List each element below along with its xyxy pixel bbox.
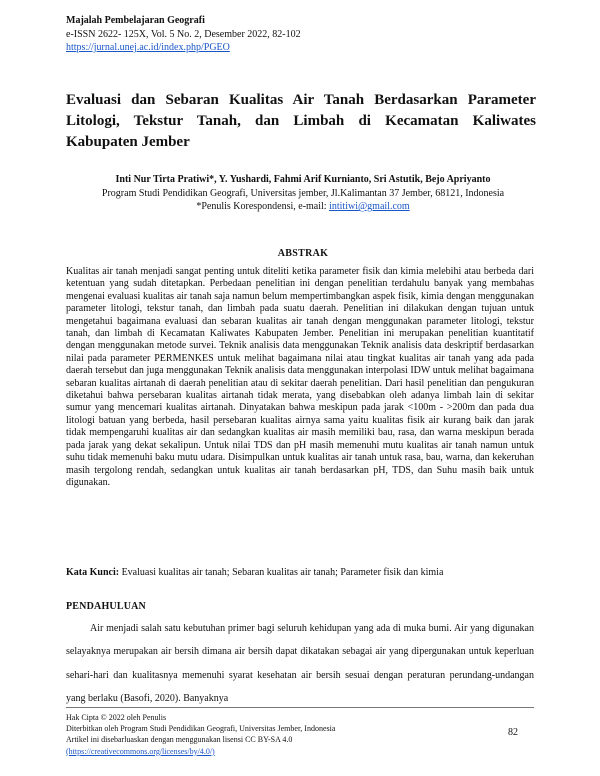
footer-license: Artikel ini disebarluaskan dengan menggunakan lisensi CC BY-SA 4.0 [66,735,293,745]
journal-url-link[interactable]: https://jurnal.unej.ac.id/index.php/PGEO [66,42,230,53]
keywords-label: Kata Kunci: [66,567,120,578]
author-block [60,173,546,214]
journal-name: Majalah Pembelajaran Geografi [66,15,205,26]
paper-title: Evaluasi dan Sebaran Kualitas Air Tanah Berdasarkan Parameter Litologi, Tekstur Tanah, dan Limbah di Kecamatan Kaliwates Kabupaten Jember [66,92,536,150]
footer-copyright: Hak Cipta © 2022 oleh Penulis [66,713,167,722]
abstract-text: Kualitas air tanah menjadi sangat penting untuk diteliti ketika parameter fisik dan kimia melebihi atau berbeda dari ketentuan yang sudah ditetapkan. Perbedaan penelitian ini dengan penelitian terdahulu banyak yang membahas mengenai evaluasi kualitas air tanah saja namun belum mempertimbangkan aspek fisik, kimia dengan menggunakan parameter litologi, tekstur tanah, dan limbah pada suatu daerah. Penelitian ini dilakukan dengan tujuan untuk mengetahui bagaimana evaluasi dan sebaran kualitas air tanah dengan menggunakan parameter litologi, tekstur tanah, dan limbah di Kecamatan Kaliwates Kabupaten Jember. Penelitian ini merupakan penelitian kuantitatif dengan menggunakan metode survei. Teknik analisis data menggunakan Teknik analisis data deskriptif berdasarkan nilai pada parameter PERMENKES untuk melihat bagaimana nilai atau tingkat kualitas air tanah yang ada pada daerah tersebut dan juga menggunakan Teknik analisis data menggunakan interpolasi IDW untuk melihat bagaimana sebaran kualitas airtanah di daerah penelitian atau di sekitar daerah penelitian. Dari hasil penelitian dan pengukuran diketahui bahwa persebaran kualitas airtanah tidak merata, yang disebabkan oleh adanya limbah lain di sekitar sumur yang mencemari kualitas airtanah. Dinyatakan bahwa meskipun pada jarak <100m - >200m dan pada dua litologi batuan yang berbeda, hasil persebaran kualitas airnya sama yaitu kualitas fisik air kurang baik dan jarak tidak mempengaruhi kualitas air dan sedangkan kualitas air masih memiliki bau, rasa, dan warna meskipun berada pada jarak yang dekat sekalipun. Untuk nilai TDS dan pH masih memenuhi mutu kualitas air tanah namun untuk suhu tidak memenuhi baku mutu udara. Disimpulkan untuk kualitas air tanah untuk rasa, bau, warna, dan kekeruhan masih tergolong rendah, sedangkan untuk kualitas air tanah berdasarkan pH, TDS, dan Suhu masih baik untuk digunakan. [66,266,534,488]
license-url-link[interactable]: (https://creativecommons.org/licenses/by/4.0/) [66,746,215,756]
correspondence-line [60,200,546,214]
introduction-paragraph: Air menjadi salah satu kebutuhan primer bagi seluruh kehidupan yang ada di muka bumi. Air yang digunakan selayaknya merupakan air bersih dimana air bersih dapat dikatakan sebagai air yang dipergunakan untuk keperluan sehari-hari dan kualitasnya memenuhi syarat kesehatan air bersih sesuai dengan peraturan perundang-undangan yang berlaku (Basofi, 2020). Banyaknya [66,623,534,704]
email-link[interactable]: intitiwi@gmail.com [329,201,410,212]
author-names: Inti Nur Tirta Pratiwi*, Y. Yushardi, Fahmi Arif Kurnianto, Sri Astutik, Bejo Apriyanto [115,174,491,185]
journal-header [66,14,301,55]
correspondence-label: *Penulis Korespondensi, e-mail: [196,201,330,212]
keywords-text: Evaluasi kualitas air tanah; Sebaran kualitas air tanah; Parameter fisik dan kimia [119,567,444,578]
footer [66,712,446,757]
keywords [66,566,534,579]
affiliation: Program Studi Pendidikan Geografi, Universitas jember, Jl.Kalimantan 37 Jember, 68121, Indonesia [101,187,505,199]
footer-publisher: Diterbitkan oleh Program Studi Pendidikan Geografi, Universitas Jember, Indonesia [66,724,336,734]
abstract-heading: ABSTRAK [277,248,329,259]
page-number: 82 [508,727,518,738]
footer-divider [66,707,534,708]
section-heading-introduction: PENDAHULUAN [66,601,146,612]
issn-line: e-ISSN 2622- 125X, Vol. 5 No. 2, Desember 2022, 82-102 [66,28,301,40]
